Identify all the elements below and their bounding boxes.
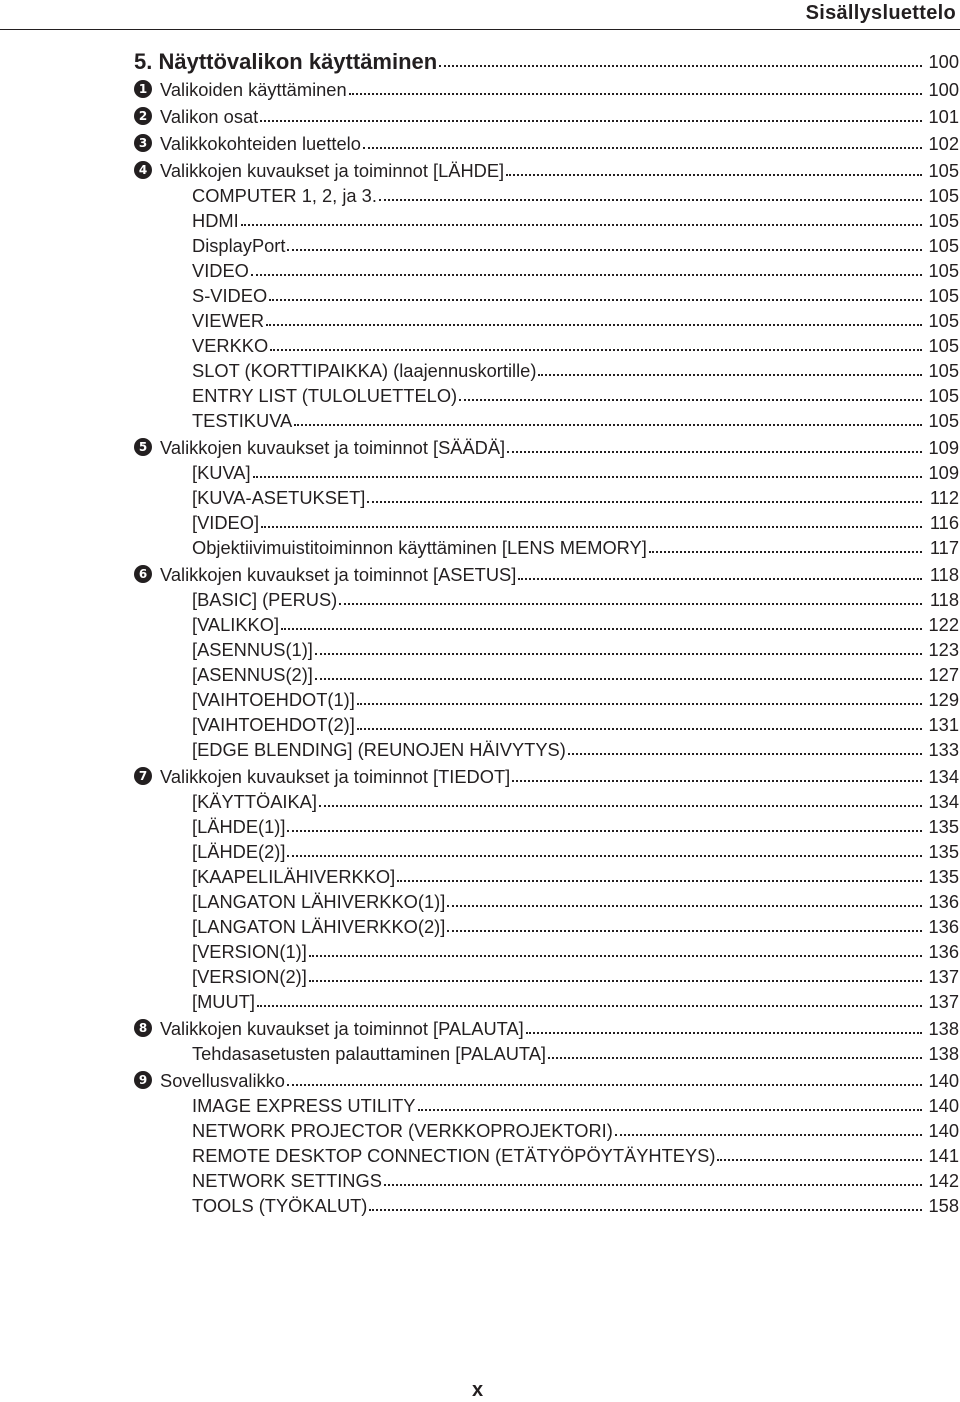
entry-label: Valikkojen kuvaukset ja toiminnot [TIEDOT]	[160, 766, 511, 787]
toc-subentry[interactable]	[134, 1166, 960, 1191]
page-number: 109	[928, 462, 959, 483]
toc-subentry[interactable]	[134, 256, 960, 281]
dot-leader	[369, 1208, 922, 1211]
entry-label: [VERSION(1)]	[192, 941, 307, 962]
page-number: 136	[928, 916, 959, 937]
toc-subentry[interactable]	[134, 508, 960, 533]
dot-leader	[309, 979, 922, 982]
toc-subentry[interactable]	[134, 458, 960, 483]
entry-label: Valikkojen kuvaukset ja toiminnot [ASETUS]	[160, 564, 517, 585]
dot-leader	[506, 173, 922, 176]
toc-subentry[interactable]	[134, 837, 960, 862]
page-header	[0, 0, 960, 30]
dot-leader	[253, 475, 922, 478]
dot-leader	[294, 423, 922, 426]
page-number: 101	[928, 106, 959, 127]
dot-leader	[439, 64, 922, 67]
entry-label: Valikkojen kuvaukset ja toiminnot [PALAUTA]	[160, 1018, 524, 1039]
page-number: 129	[928, 689, 959, 710]
entry-label: NETWORK PROJECTOR (VERKKOPROJEKTORI)	[192, 1120, 613, 1141]
page-number: 112	[929, 487, 959, 508]
page-number: 105	[928, 235, 959, 256]
page-number: 138	[928, 1043, 959, 1064]
dot-leader	[269, 298, 922, 301]
page-number: 140	[928, 1120, 959, 1141]
toc-subentry[interactable]	[134, 987, 960, 1012]
entry-label: [ASENNUS(1)]	[192, 639, 313, 660]
dot-leader	[512, 779, 922, 782]
entry-label: Valikon osat	[160, 106, 259, 127]
page-number: 142	[928, 1170, 959, 1191]
toc-subentry[interactable]	[134, 887, 960, 912]
entry-label: VIEWER	[192, 310, 265, 331]
toc-subentry[interactable]	[134, 306, 960, 331]
entry-label: [KUVA]	[192, 462, 251, 483]
dot-leader	[315, 652, 922, 655]
page-number: 105	[928, 260, 959, 281]
page-number: 109	[928, 437, 959, 458]
toc-section[interactable]	[134, 127, 960, 154]
toc-subentry[interactable]	[134, 685, 960, 710]
entry-label: Valikkojen kuvaukset ja toiminnot [SÄÄDÄ]	[160, 437, 506, 458]
page-number: 123	[928, 639, 959, 660]
dot-leader	[397, 879, 922, 882]
section-number-badge: 1	[134, 80, 152, 98]
header-rule	[0, 29, 960, 30]
toc-section[interactable]	[134, 73, 960, 100]
page-number: 100	[928, 51, 959, 72]
entry-label: Valikkokohteiden luettelo	[160, 133, 361, 154]
entry-label: [VAIHTOEHDOT(1)]	[192, 689, 355, 710]
entry-label: VIDEO	[192, 260, 249, 281]
toc-subentry[interactable]	[134, 181, 960, 206]
entry-label: [LANGATON LÄHIVERKKO(2)]	[192, 916, 446, 937]
dot-leader	[367, 500, 922, 503]
page-number: 105	[928, 360, 959, 381]
toc-subentry[interactable]	[134, 1141, 960, 1166]
page-number: 105	[928, 285, 959, 306]
entry-label: Valikoiden käyttäminen	[160, 79, 347, 100]
page-number: 135	[928, 841, 959, 862]
entry-label: S-VIDEO	[192, 285, 268, 306]
page-number: 117	[929, 537, 959, 558]
toc-subentry[interactable]	[134, 1116, 960, 1141]
entry-label: [LÄHDE(1)]	[192, 816, 286, 837]
page-number: 134	[928, 766, 959, 787]
toc-subentry[interactable]	[134, 533, 960, 558]
dot-leader	[379, 198, 922, 201]
dot-leader	[418, 1108, 923, 1111]
dot-leader	[349, 92, 922, 95]
page-number: 137	[928, 966, 959, 987]
dot-leader	[717, 1158, 922, 1161]
page-number: 102	[928, 133, 959, 154]
toc-subentry[interactable]	[134, 406, 960, 431]
dot-leader	[548, 1056, 922, 1059]
table-of-contents	[134, 41, 960, 1216]
section-number-badge: 7	[134, 767, 152, 785]
toc-subentry[interactable]	[134, 206, 960, 231]
page-number: 136	[928, 941, 959, 962]
section-number-badge: 3	[134, 134, 152, 152]
dot-leader	[459, 398, 922, 401]
dot-leader	[287, 248, 922, 251]
dot-leader	[287, 829, 922, 832]
dot-leader	[315, 677, 922, 680]
toc-section[interactable]	[134, 154, 960, 181]
dot-leader	[339, 602, 922, 605]
page-number: 138	[928, 1018, 959, 1039]
toc-subentry[interactable]	[134, 1039, 960, 1064]
page-number: 105	[928, 335, 959, 356]
entry-label: [MUUT]	[192, 991, 255, 1012]
dot-leader	[357, 702, 922, 705]
page-number: 105	[928, 310, 959, 331]
page-number: 158	[928, 1195, 959, 1216]
page-number: 135	[928, 816, 959, 837]
page-number: 141	[928, 1145, 959, 1166]
dot-leader	[281, 627, 922, 630]
page-number: 118	[929, 589, 959, 610]
toc-section[interactable]	[134, 431, 960, 458]
toc-subentry[interactable]	[134, 585, 960, 610]
page-number: 134	[928, 791, 959, 812]
dot-leader	[270, 348, 922, 351]
toc-subentry[interactable]	[134, 862, 960, 887]
dot-leader	[447, 929, 922, 932]
entry-label: [VERSION(2)]	[192, 966, 307, 987]
entry-label: [KUVA-ASETUKSET]	[192, 487, 366, 508]
toc-subentry[interactable]	[134, 331, 960, 356]
toc-subentry[interactable]	[134, 787, 960, 812]
toc-subentry[interactable]	[134, 610, 960, 635]
section-number-badge: 5	[134, 438, 152, 456]
dot-leader	[518, 577, 922, 580]
dot-leader	[309, 954, 922, 957]
entry-label: COMPUTER 1, 2, ja 3.	[192, 185, 377, 206]
dot-leader	[287, 854, 922, 857]
section-number-badge: 2	[134, 107, 152, 125]
entry-label: [EDGE BLENDING] (REUNOJEN HÄIVYTYS)	[192, 739, 566, 760]
entry-label: Valikkojen kuvaukset ja toiminnot [LÄHDE]	[160, 160, 505, 181]
entry-label: Tehdasasetusten palauttaminen [PALAUTA]	[192, 1043, 546, 1064]
toc-section[interactable]	[134, 100, 960, 127]
section-number-badge: 9	[134, 1071, 152, 1089]
footer-page-number: x	[472, 1379, 484, 1401]
page-number: 140	[928, 1095, 959, 1116]
page-number: 133	[928, 739, 959, 760]
dot-leader	[257, 1004, 922, 1007]
toc-subentry[interactable]	[134, 635, 960, 660]
dot-leader	[507, 450, 922, 453]
page-number: 135	[928, 866, 959, 887]
toc-chapter[interactable]	[134, 41, 960, 73]
entry-label: [VAIHTOEHDOT(2)]	[192, 714, 355, 735]
toc-subentry[interactable]	[134, 381, 960, 406]
entry-label: [VALIKKO]	[192, 614, 280, 635]
entry-label: REMOTE DESKTOP CONNECTION (ETÄTYÖPÖYTÄYHTEYS)	[192, 1145, 716, 1166]
dot-leader	[615, 1133, 922, 1136]
toc-subentry[interactable]	[134, 231, 960, 256]
dot-leader	[538, 373, 922, 376]
page-number: 136	[928, 891, 959, 912]
dot-leader	[266, 323, 922, 326]
toc-subentry[interactable]	[134, 281, 960, 306]
dot-leader	[251, 273, 922, 276]
dot-leader	[260, 119, 922, 122]
entry-label: [LÄHDE(2)]	[192, 841, 286, 862]
section-number-badge: 4	[134, 161, 152, 179]
dot-leader	[384, 1183, 922, 1186]
toc-section[interactable]	[134, 1012, 960, 1039]
entry-label: TOOLS (TYÖKALUT)	[192, 1195, 368, 1216]
entry-label: TESTIKUVA	[192, 410, 293, 431]
entry-label: [KÄYTTÖAIKA]	[192, 791, 317, 812]
page-number: 105	[928, 185, 959, 206]
entry-label: [BASIC] (PERUS)	[192, 589, 338, 610]
entry-label: SLOT (KORTTIPAIKKA) (laajennuskortille)	[192, 360, 537, 381]
toc-subentry[interactable]	[134, 735, 960, 760]
entry-label: [KAAPELILÄHIVERKKO]	[192, 866, 396, 887]
toc-subentry[interactable]	[134, 483, 960, 508]
page-number: 131	[928, 714, 959, 735]
entry-label: NETWORK SETTINGS	[192, 1170, 382, 1191]
dot-leader	[363, 146, 922, 149]
entry-label: IMAGE EXPRESS UTILITY	[192, 1095, 416, 1116]
entry-label: Objektiivimuistitoiminnon käyttäminen [LENS MEMORY]	[192, 537, 647, 558]
entry-label: Sovellusvalikko	[160, 1070, 285, 1091]
dot-leader	[241, 223, 922, 226]
toc-subentry[interactable]	[134, 812, 960, 837]
toc-subentry[interactable]	[134, 660, 960, 685]
page-number: 122	[928, 614, 959, 635]
dot-leader	[357, 727, 922, 730]
entry-label: VERKKO	[192, 335, 269, 356]
entry-label: [ASENNUS(2)]	[192, 664, 313, 685]
entry-label: HDMI	[192, 210, 239, 231]
page-number: 105	[928, 385, 959, 406]
page-number: 105	[928, 160, 959, 181]
dot-leader	[261, 525, 922, 528]
page-number: 105	[928, 410, 959, 431]
toc-section[interactable]	[134, 1064, 960, 1091]
dot-leader	[649, 550, 922, 553]
page-number: 118	[929, 564, 959, 585]
dot-leader	[568, 752, 922, 755]
entry-label: [LANGATON LÄHIVERKKO(1)]	[192, 891, 446, 912]
dot-leader	[447, 904, 922, 907]
toc-subentry[interactable]	[134, 937, 960, 962]
page-number: 105	[928, 210, 959, 231]
toc-subentry[interactable]	[134, 710, 960, 735]
chapter-title: 5. Näyttövalikon käyttäminen	[134, 49, 438, 74]
page-number: 127	[928, 664, 959, 685]
page-number: 100	[928, 79, 959, 100]
toc-subentry[interactable]	[134, 1191, 960, 1216]
toc-section[interactable]	[134, 760, 960, 787]
dot-leader	[319, 804, 922, 807]
header-title: Sisällysluettelo	[805, 2, 956, 24]
dot-leader	[287, 1083, 922, 1086]
page-number: 116	[929, 512, 959, 533]
entry-label: [VIDEO]	[192, 512, 260, 533]
toc-subentry[interactable]	[134, 356, 960, 381]
dot-leader	[526, 1031, 922, 1034]
entry-label: ENTRY LIST (TULOLUETTELO)	[192, 385, 458, 406]
toc-subentry[interactable]	[134, 1091, 960, 1116]
toc-section[interactable]	[134, 558, 960, 585]
toc-subentry[interactable]	[134, 962, 960, 987]
page-number: 140	[928, 1070, 959, 1091]
entry-label: DisplayPort	[192, 235, 286, 256]
page-number: 137	[928, 991, 959, 1012]
section-number-badge: 8	[134, 1019, 152, 1037]
toc-subentry[interactable]	[134, 912, 960, 937]
section-number-badge: 6	[134, 565, 152, 583]
